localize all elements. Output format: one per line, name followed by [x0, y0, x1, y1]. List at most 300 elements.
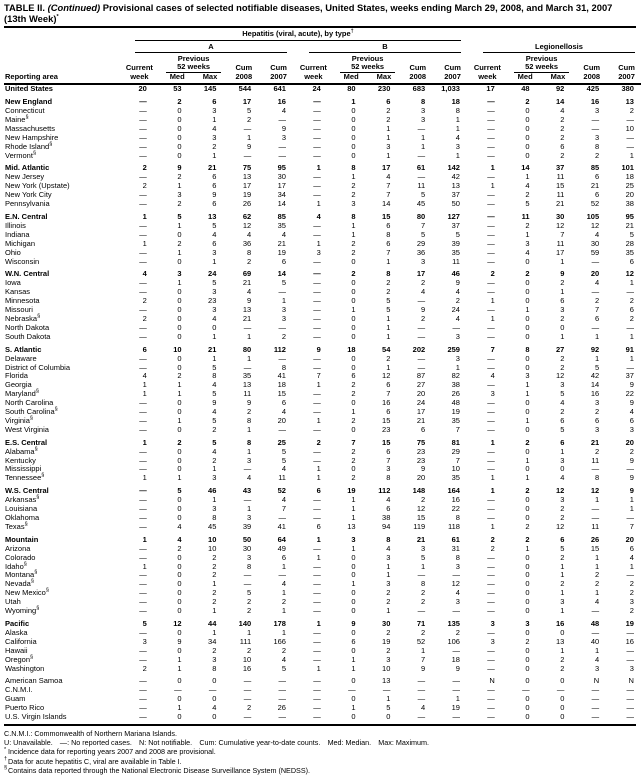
- value-cell: —: [278, 712, 286, 722]
- value-cell: 0: [525, 106, 530, 116]
- value-cell: 8: [247, 437, 252, 447]
- value-cell: 0: [525, 654, 530, 664]
- reporting-area-cell: Missouri: [5, 305, 33, 315]
- value-cell: 19: [242, 190, 252, 200]
- value-cell: 2: [247, 645, 252, 655]
- table-row: [4, 364, 641, 373]
- hepatitis-footnote-marker: †: [350, 28, 354, 35]
- value-cell: 0: [351, 353, 356, 363]
- value-cell: 9: [177, 163, 182, 173]
- value-cell: —: [626, 654, 634, 664]
- value-cell: 37: [556, 163, 565, 173]
- value-cell: 4: [594, 229, 600, 239]
- value-cell: —: [591, 114, 600, 124]
- value-cell: 0: [177, 464, 182, 474]
- value-cell: 2: [560, 552, 565, 562]
- value-cell: —: [487, 331, 495, 341]
- title-text: Provisional cases of selected notifiable diseases, United States, weeks ending March 29, 2008, and March 31, 2007 (13th Week): [4, 2, 613, 24]
- value-cell: —: [452, 322, 460, 332]
- value-cell: 2: [212, 455, 217, 465]
- value-cell: 1: [142, 212, 147, 221]
- value-cell: 8: [281, 362, 286, 372]
- reporting-area-cell: Maryland§: [5, 388, 39, 399]
- value-cell: 21: [416, 534, 426, 544]
- value-cell: 16: [556, 618, 565, 628]
- value-cell: 22: [451, 504, 460, 514]
- value-cell: 6: [386, 446, 391, 456]
- value-cell: 2: [594, 446, 600, 456]
- value-cell: 0: [351, 424, 356, 434]
- value-cell: 142: [447, 163, 460, 173]
- value-cell: 64: [277, 534, 286, 544]
- value-cell: 1: [142, 561, 147, 571]
- header-spacer: [4, 41, 122, 53]
- footnote-marker: §: [54, 406, 58, 413]
- value-cell: 9: [629, 473, 634, 483]
- value-cell: 6: [594, 415, 600, 425]
- table-row: [4, 545, 641, 554]
- value-cell: 2: [421, 313, 426, 323]
- value-cell: 166: [273, 636, 286, 646]
- col-header-max: Max: [550, 71, 566, 81]
- value-cell: 7: [281, 504, 286, 514]
- header-row-subgroup: [4, 41, 641, 53]
- value-cell: 15: [277, 389, 286, 399]
- value-cell: 9: [629, 380, 634, 390]
- value-cell: —: [313, 287, 321, 297]
- value-cell: 5: [629, 229, 634, 239]
- value-cell: 0: [525, 141, 530, 151]
- value-cell: 2: [525, 190, 530, 200]
- value-cell: 48: [451, 398, 460, 408]
- value-cell: —: [487, 446, 495, 456]
- table-row: [4, 616, 641, 629]
- reporting-area-cell: District of Columbia: [5, 362, 71, 372]
- value-cell: 4: [281, 654, 286, 664]
- value-cell: 29: [451, 446, 460, 456]
- value-cell: 16: [590, 389, 600, 399]
- value-cell: 4: [281, 407, 286, 417]
- value-cell: 35: [625, 247, 634, 257]
- table-row: [4, 297, 641, 306]
- value-cell: 0: [177, 132, 182, 142]
- table-row: [4, 249, 641, 258]
- value-cell: 20: [416, 473, 426, 483]
- value-cell: —: [313, 398, 321, 408]
- value-cell: 3: [212, 473, 217, 483]
- value-cell: —: [487, 141, 495, 151]
- value-cell: 14: [382, 199, 391, 209]
- value-cell: 0: [525, 150, 530, 160]
- table-row: [4, 554, 641, 563]
- col-header-previous-52-weeks-legionellosis: Previous 52 weeks Med Max: [505, 53, 575, 84]
- value-cell: 5: [281, 278, 286, 288]
- footnote-marker: §: [34, 446, 38, 453]
- value-cell: 2: [142, 181, 147, 191]
- value-cell: 1: [212, 579, 217, 589]
- value-cell: 0: [351, 645, 356, 655]
- value-cell: 1: [316, 618, 321, 628]
- value-cell: 9: [455, 663, 460, 673]
- value-cell: 2: [629, 606, 634, 616]
- value-cell: 4: [594, 278, 600, 288]
- value-cell: 1: [594, 331, 600, 341]
- value-cell: 6: [351, 636, 356, 646]
- value-cell: 3: [594, 398, 600, 408]
- continued-label: (Continued): [47, 2, 101, 13]
- value-cell: 6: [351, 371, 356, 381]
- reporting-area-cell: West Virginia: [5, 424, 49, 434]
- table-row: [4, 191, 641, 200]
- value-cell: 95: [277, 163, 286, 173]
- value-cell: 1: [594, 495, 600, 505]
- value-cell: 9: [177, 636, 182, 646]
- value-cell: 2: [421, 588, 426, 598]
- value-cell: 2: [212, 141, 217, 151]
- value-cell: 0: [351, 570, 356, 580]
- value-cell: 4: [560, 398, 565, 408]
- table-row: [4, 686, 641, 695]
- value-cell: 0: [177, 645, 182, 655]
- legionellosis-label: Legionellosis: [483, 43, 635, 53]
- value-cell: —: [139, 464, 147, 474]
- value-cell: 9: [212, 398, 217, 408]
- reporting-area-cell: South Carolina§: [5, 406, 58, 417]
- reporting-area-cell: New England: [5, 97, 53, 107]
- value-cell: 0: [351, 313, 356, 323]
- value-cell: 2: [212, 597, 217, 607]
- value-cell: 4: [386, 172, 391, 182]
- value-cell: 0: [525, 296, 530, 306]
- value-cell: 0: [177, 256, 182, 266]
- table-body: [4, 84, 641, 722]
- value-cell: 135: [447, 618, 460, 628]
- value-cell: 92: [556, 84, 565, 94]
- value-cell: 2: [177, 437, 182, 447]
- value-cell: 5: [247, 588, 252, 598]
- value-cell: —: [243, 712, 252, 722]
- table-row: [4, 673, 641, 686]
- value-cell: 18: [347, 344, 356, 354]
- value-cell: —: [139, 543, 147, 553]
- value-cell: 92: [590, 344, 600, 354]
- value-cell: 3: [455, 353, 460, 363]
- value-cell: 2: [629, 588, 634, 598]
- value-cell: —: [313, 712, 321, 722]
- value-cell: 0: [525, 132, 530, 142]
- value-cell: 4: [247, 229, 252, 239]
- value-cell: 2: [177, 172, 182, 182]
- value-cell: 2: [351, 415, 356, 425]
- table-row: [4, 399, 641, 408]
- value-cell: 2: [247, 407, 252, 417]
- value-cell: 3: [629, 597, 634, 607]
- value-cell: 0: [177, 407, 182, 417]
- value-cell: 36: [242, 238, 252, 248]
- reporting-area-cell: South Dakota: [5, 331, 51, 341]
- value-cell: 0: [351, 331, 356, 341]
- value-cell: 7: [386, 389, 391, 399]
- value-cell: 21: [242, 313, 252, 323]
- value-cell: 3: [594, 663, 600, 673]
- value-cell: 39: [451, 238, 460, 248]
- value-cell: 10: [382, 663, 391, 673]
- value-cell: —: [139, 150, 147, 160]
- value-cell: 9: [560, 269, 565, 279]
- value-cell: 0: [177, 712, 182, 722]
- value-cell: 2: [594, 150, 600, 160]
- value-cell: 1: [629, 150, 634, 160]
- value-cell: 3: [281, 132, 286, 142]
- value-cell: 1: [177, 380, 182, 390]
- header-row-disease-group: [4, 30, 641, 40]
- value-cell: —: [591, 685, 600, 695]
- value-cell: —: [139, 132, 147, 142]
- value-cell: 13: [242, 380, 252, 390]
- reporting-area-cell: Massachusetts: [5, 123, 56, 133]
- table-row: [4, 306, 641, 315]
- value-cell: —: [417, 570, 426, 580]
- reporting-area-cell: Wisconsin: [5, 256, 40, 266]
- reporting-area-cell: Pennsylvania: [5, 199, 50, 209]
- value-cell: 59: [590, 247, 600, 257]
- value-cell: 5: [212, 437, 217, 447]
- value-cell: 15: [590, 543, 600, 553]
- value-cell: 1: [525, 473, 530, 483]
- value-cell: 0: [351, 627, 356, 637]
- value-cell: —: [313, 278, 321, 288]
- value-cell: 5: [247, 106, 252, 116]
- value-cell: 2: [142, 663, 147, 673]
- value-cell: —: [313, 106, 321, 116]
- value-cell: 6: [594, 313, 600, 323]
- value-cell: 1: [177, 415, 182, 425]
- table-row: [4, 514, 641, 523]
- value-cell: 11: [591, 521, 600, 531]
- value-cell: 1: [212, 114, 217, 124]
- value-cell: 0: [525, 513, 530, 522]
- value-cell: 9: [421, 464, 426, 474]
- value-cell: 1: [316, 552, 321, 562]
- value-cell: 10: [208, 543, 217, 553]
- value-cell: —: [139, 353, 147, 363]
- table-row: [4, 483, 641, 496]
- footnote-marker: §: [32, 150, 36, 157]
- value-cell: —: [452, 712, 460, 722]
- value-cell: —: [139, 627, 147, 637]
- value-cell: —: [626, 694, 634, 704]
- value-cell: 14: [277, 269, 286, 279]
- value-cell: 5: [525, 199, 530, 209]
- value-cell: 15: [556, 181, 565, 191]
- value-cell: 3: [281, 305, 286, 315]
- reporting-area-cell: North Dakota: [5, 322, 50, 332]
- value-cell: 37: [451, 220, 460, 230]
- value-cell: —: [487, 606, 495, 616]
- value-cell: —: [417, 172, 426, 182]
- value-cell: 0: [525, 398, 530, 408]
- value-cell: —: [139, 220, 147, 230]
- value-cell: —: [139, 654, 147, 664]
- value-cell: 12: [382, 371, 391, 381]
- value-cell: 23: [382, 424, 391, 434]
- footnote-marker: §: [23, 561, 27, 568]
- value-cell: —: [313, 269, 321, 279]
- value-cell: 2: [594, 579, 600, 589]
- value-cell: 62: [242, 212, 252, 221]
- value-cell: 20: [625, 534, 634, 544]
- value-cell: —: [487, 172, 495, 182]
- value-cell: 3: [212, 287, 217, 297]
- reporting-area-cell: Virginia§: [5, 415, 33, 425]
- value-cell: —: [243, 579, 252, 589]
- value-cell: 1: [525, 455, 530, 465]
- value-cell: 16: [242, 663, 252, 673]
- value-cell: 41: [277, 371, 286, 381]
- value-cell: 20: [625, 437, 634, 447]
- value-cell: 22: [625, 389, 634, 399]
- value-cell: 1: [351, 703, 356, 713]
- value-cell: 0: [177, 579, 182, 589]
- value-cell: —: [417, 150, 426, 160]
- reporting-area-cell: Louisiana: [5, 504, 38, 514]
- reporting-area-cell: Texas§: [5, 521, 28, 531]
- value-cell: —: [313, 636, 321, 646]
- reporting-area-cell: Arizona: [5, 543, 31, 553]
- value-cell: 1: [386, 123, 391, 133]
- value-cell: 0: [351, 694, 356, 704]
- value-cell: —: [313, 654, 321, 664]
- value-cell: 8: [212, 663, 217, 673]
- legionellosis-header: [470, 41, 641, 53]
- value-cell: —: [139, 172, 147, 182]
- value-cell: —: [626, 322, 634, 332]
- value-cell: —: [313, 132, 321, 142]
- value-cell: —: [139, 305, 147, 315]
- value-cell: 0: [177, 552, 182, 562]
- value-cell: 11: [556, 238, 565, 248]
- value-cell: 4: [629, 407, 634, 417]
- value-cell: 17: [556, 247, 565, 257]
- reporting-area-cell: Kentucky: [5, 455, 36, 465]
- value-cell: 50: [242, 534, 252, 544]
- value-cell: 0: [525, 676, 530, 686]
- table-row: [4, 589, 641, 598]
- reporting-area-cell: Connecticut: [5, 106, 45, 116]
- value-cell: 34: [277, 190, 286, 200]
- value-cell: 30: [242, 543, 252, 553]
- value-cell: —: [313, 114, 321, 124]
- value-cell: 2: [629, 296, 634, 306]
- value-cell: 1: [421, 645, 426, 655]
- footnote-marker: §: [34, 569, 38, 576]
- col-header-med: Med: [343, 71, 359, 81]
- value-cell: 2: [212, 645, 217, 655]
- value-cell: 0: [525, 123, 530, 133]
- value-cell: 52: [590, 199, 600, 209]
- value-cell: 1: [490, 163, 495, 173]
- value-cell: 1: [629, 561, 634, 571]
- value-cell: —: [139, 362, 147, 372]
- value-cell: —: [591, 464, 600, 474]
- value-cell: 7: [455, 455, 460, 465]
- value-cell: 1: [560, 645, 565, 655]
- value-cell: 2: [594, 407, 600, 417]
- reporting-area-cell: C.N.M.I.: [5, 685, 33, 695]
- value-cell: 3: [247, 513, 252, 522]
- value-cell: 2: [386, 287, 391, 297]
- value-cell: 4: [212, 229, 217, 239]
- value-cell: —: [487, 287, 495, 297]
- value-cell: 11: [243, 389, 252, 399]
- value-cell: —: [487, 495, 495, 505]
- value-cell: 5: [212, 220, 217, 230]
- value-cell: 6: [212, 238, 217, 248]
- value-cell: 1: [212, 464, 217, 474]
- value-cell: 17: [416, 407, 426, 417]
- value-cell: 3: [316, 247, 321, 257]
- value-cell: 1: [386, 150, 391, 160]
- value-cell: —: [487, 455, 495, 465]
- value-cell: 37: [625, 371, 634, 381]
- table-row: [4, 704, 641, 713]
- table-row: [4, 408, 641, 417]
- value-cell: —: [417, 676, 426, 686]
- value-cell: 20: [416, 389, 426, 399]
- value-cell: 1: [177, 220, 182, 230]
- value-cell: 48: [521, 84, 530, 94]
- reporting-area-cell: California: [5, 636, 37, 646]
- value-cell: 2: [560, 654, 565, 664]
- value-cell: 0: [560, 712, 565, 722]
- value-cell: 4: [455, 132, 460, 142]
- value-cell: —: [487, 504, 495, 514]
- value-cell: 21: [242, 278, 252, 288]
- value-cell: 1: [212, 150, 217, 160]
- value-cell: 3: [594, 424, 600, 434]
- value-cell: 0: [212, 712, 217, 722]
- value-cell: 2: [142, 296, 147, 306]
- value-cell: 2: [560, 362, 565, 372]
- value-cell: 4: [386, 495, 391, 505]
- footnotes: [4, 726, 636, 775]
- value-cell: 380: [621, 84, 634, 94]
- value-cell: —: [313, 407, 321, 417]
- value-cell: 8: [455, 552, 460, 562]
- value-cell: 52: [416, 636, 426, 646]
- reporting-area-cell: Hawaii: [5, 645, 28, 655]
- value-cell: 34: [208, 636, 217, 646]
- value-cell: 1: [316, 464, 321, 474]
- value-cell: —: [243, 123, 252, 133]
- value-cell: 5: [421, 552, 426, 562]
- value-cell: 28: [625, 238, 634, 248]
- value-cell: —: [626, 132, 634, 142]
- value-cell: —: [487, 190, 495, 200]
- value-cell: 1: [525, 380, 530, 390]
- value-cell: 3: [490, 636, 495, 646]
- value-cell: 80: [347, 84, 356, 94]
- value-cell: 202: [412, 344, 426, 354]
- value-cell: 5: [386, 703, 391, 713]
- value-cell: 1: [212, 331, 217, 341]
- value-cell: 9: [212, 190, 217, 200]
- value-cell: —: [487, 654, 495, 664]
- value-cell: 1: [281, 296, 286, 306]
- table-row: [4, 209, 641, 222]
- value-cell: 1: [594, 353, 600, 363]
- value-cell: 3: [490, 389, 495, 399]
